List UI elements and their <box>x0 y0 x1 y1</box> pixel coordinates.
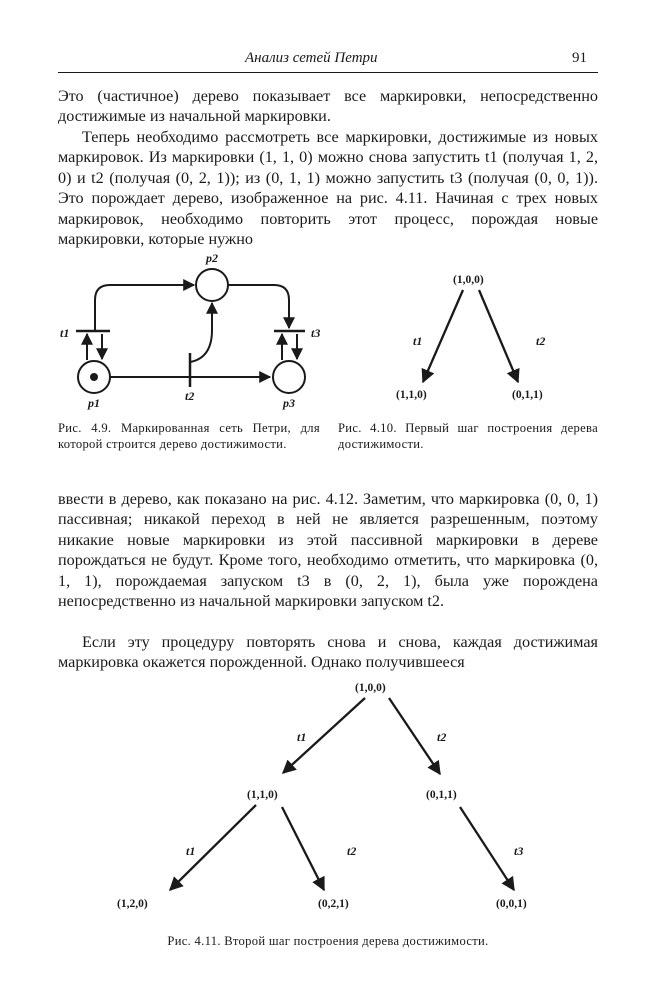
fig411-node-rr: (0,0,1) <box>496 898 527 910</box>
fig410-node-left: (1,1,0) <box>396 389 427 401</box>
fig411-label-l1-ll: t1 <box>186 844 196 858</box>
petri-net-figure <box>76 269 305 393</box>
label-t2: t2 <box>185 389 195 403</box>
caption-fig-4-9: Рис. 4.9. Маркированная сеть Петри, для которой строится дерево достижимости. <box>58 421 320 451</box>
page-number: 91 <box>572 50 587 66</box>
fig411-edge-r1-rr <box>460 807 514 890</box>
label-p1: p1 <box>88 396 100 410</box>
fig411-node-ll: (1,2,0) <box>117 898 148 910</box>
fig411-label-r1-rr: t3 <box>514 844 524 858</box>
paragraph-1: Это (частичное) дерево показывает все маркировки, непосредственно достижимые из начальной маркировки. <box>58 87 598 126</box>
place-p3 <box>273 361 305 393</box>
fig411-label-root-r1: t2 <box>437 730 447 744</box>
label-t1: t1 <box>60 326 70 340</box>
arc-t2-p2 <box>190 303 212 362</box>
label-p2: p2 <box>206 251 218 265</box>
fig411-node-root: (1,0,0) <box>355 682 386 694</box>
place-p2 <box>196 269 228 301</box>
paragraph-2: Теперь необходимо рассмотреть все маркировки, достижимые из новых маркировок. Из маркировки (1, 1, 0) можно снова запустить t1 (получая 1, 2, 0) и t2 (получая (0, 2, 1)); из (0, 1, 1) можно запустить t3 (получая (0, 0, 1)). Это порождает дерево, изображенное на рис. 4.11. Начиная с трех новых маркировок, необходимо повторить этот процесс, порождая новые маркировки, которые нужно <box>58 128 598 249</box>
fig410-node-right: (0,1,1) <box>512 389 543 401</box>
fig411-edge-root-l1 <box>283 698 365 773</box>
fig411-node-l1: (1,1,0) <box>247 789 278 801</box>
fig411-label-root-l1: t1 <box>297 730 307 744</box>
fig410-label-t2: t2 <box>536 334 546 348</box>
fig411-edge-root-r1 <box>389 698 440 774</box>
fig410-edge-left <box>423 290 463 382</box>
paragraph-4: Если эту процедуру повторять снова и снова, каждая достижимая маркировка окажется порожденной. Однако получившееся <box>58 633 598 672</box>
fig410-node-root: (1,0,0) <box>453 274 484 286</box>
paragraph-3: ввести в дерево, как показано на рис. 4.12. Заметим, что маркировка (0, 0, 1) пассивная; никакой переход в ней не является разрешенным, поэтому никакие новые маркировки из этой пассивной маркировки в дереве порождаться не будут. Кроме того, необходимо отметить, что маркировка (0, 1, 1), порождаемая запуском t3 в (0, 2, 1), была уже порождена непосредственно из начальной маркировки запуском t2. <box>58 490 598 611</box>
caption-fig-4-11: Рис. 4.11. Второй шаг построения дерева достижимости. <box>167 934 489 948</box>
fig411-node-r1: (0,1,1) <box>426 789 457 801</box>
token-p1 <box>90 373 98 381</box>
fig410-label-t1: t1 <box>413 334 423 348</box>
running-header-title: Анализ сетей Петри <box>245 50 378 66</box>
fig411-edge-l1-lr <box>282 807 324 890</box>
fig410-edge-right <box>479 290 518 382</box>
fig411-edge-l1-ll <box>170 805 256 890</box>
label-p3: p3 <box>283 396 295 410</box>
fig411-label-l1-lr: t2 <box>347 844 357 858</box>
label-t3: t3 <box>311 326 321 340</box>
fig411-node-lr: (0,2,1) <box>318 898 349 910</box>
fig410-edges <box>423 290 518 382</box>
arc-t1-p2 <box>95 285 194 331</box>
caption-fig-4-10: Рис. 4.10. Первый шаг построения дерева достижимости. <box>338 421 598 451</box>
arc-p2-t3 <box>228 285 289 328</box>
fig411-edges <box>170 698 514 890</box>
